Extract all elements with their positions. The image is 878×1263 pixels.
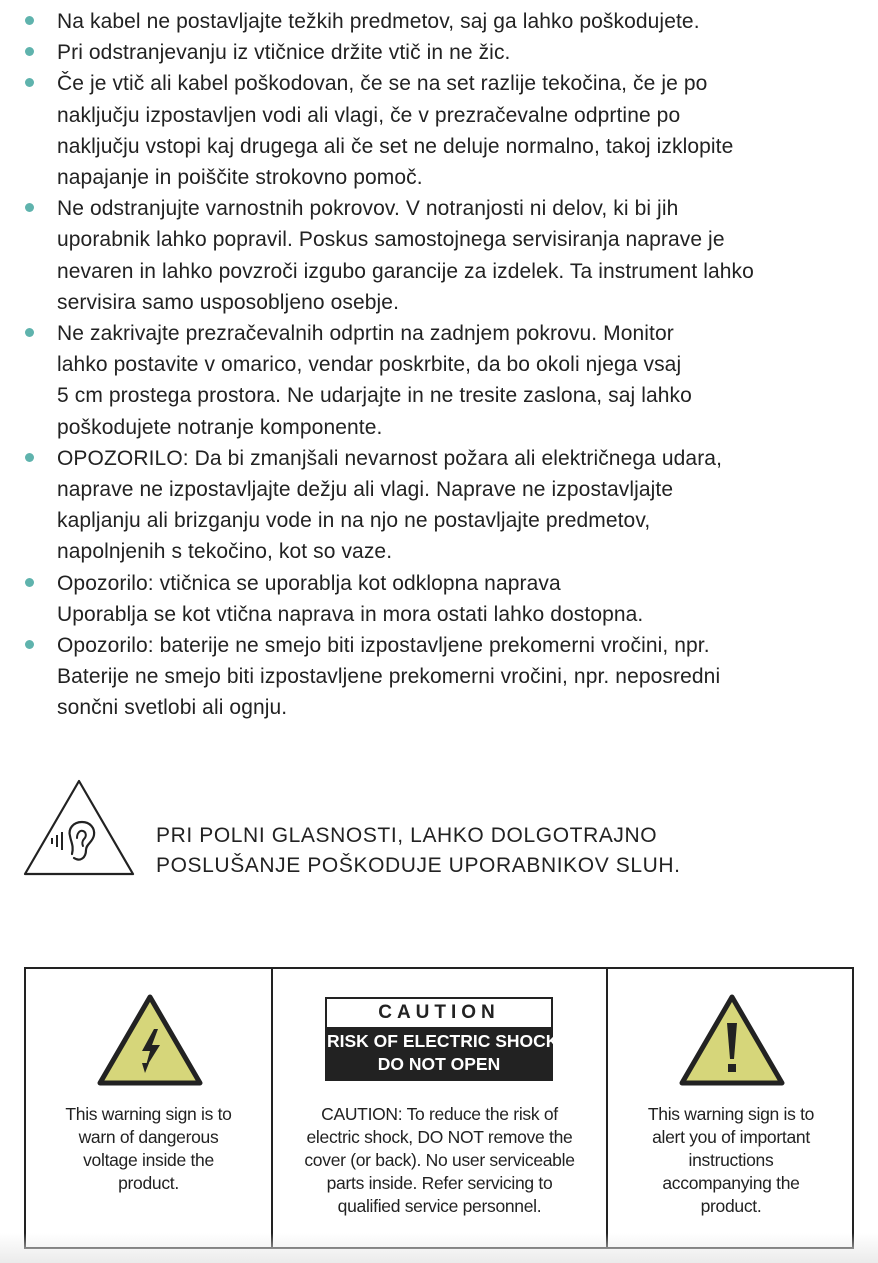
- voltage-line: product.: [118, 1173, 179, 1193]
- caution-title: CAUTION: [378, 1002, 500, 1023]
- bullet-line: uporabnik lahko popravil. Poskus samostojnega servisiranja naprave je: [57, 228, 725, 252]
- instructions-line: accompanying the: [662, 1173, 800, 1193]
- bullet-line: 5 cm prostega prostora. Ne udarjajte in ne tresite zaslona, saj lahko: [57, 384, 692, 408]
- bullet-line: Opozorilo: baterije ne smejo biti izpostavljene prekomerni vročini, npr.: [57, 634, 710, 658]
- voltage-line: warn of dangerous: [78, 1127, 219, 1147]
- bullet-line: Baterije ne smejo biti izpostavljene prekomerni vročini, npr. neposredni: [57, 665, 721, 689]
- instructions-line: This warning sign is to: [647, 1104, 815, 1124]
- instructions-warning-text: [608, 1103, 854, 1218]
- hearing-line: PRI POLNI GLASNOSTI, LAHKO DOLGOTRAJNO: [156, 824, 658, 847]
- caution-label: [325, 997, 559, 1081]
- bullet-item: [0, 37, 870, 68]
- bullet-line: naključju vstopi kaj drugega ali če set ne deluje normalno, takoj izklopite: [57, 134, 734, 158]
- bullet-dot-icon: [25, 578, 34, 587]
- bullet-item: [0, 318, 870, 443]
- bullet-dot-icon: [25, 453, 34, 462]
- bullet-line: napolnjenih s tekočino, kot so vaze.: [57, 540, 393, 564]
- bullet-item: [0, 568, 870, 630]
- risk-line: DO NOT OPEN: [377, 1054, 501, 1074]
- bullet-line: poškodujete notranje komponente.: [57, 415, 383, 439]
- risk-line: RISK OF ELECTRIC SHOCK: [327, 1031, 559, 1051]
- bullet-line: naključju izpostavljen vodi ali vlagi, če v prezračevalne odprtine po: [57, 103, 681, 127]
- bullet-dot-icon: [25, 47, 34, 56]
- voltage-line: voltage inside the: [83, 1150, 214, 1170]
- bullet-line: nevaren in lahko povzroči izgubo garancije za izdelek. Ta instrument lahko: [57, 259, 754, 283]
- bullet-line: sončni svetlobi ali ognju.: [57, 696, 288, 720]
- bullet-line: Ne odstranjujte varnostnih pokrovov. V notranjosti ni delov, ki bi jih: [57, 197, 679, 221]
- voltage-warning-text: [26, 1103, 271, 1195]
- voltage-line: This warning sign is to: [65, 1104, 232, 1124]
- page-bottom-shade: [0, 1233, 878, 1263]
- bullet-line: servisira samo usposobljeno osebje.: [57, 290, 400, 314]
- risk-of-shock-label: [327, 1027, 559, 1079]
- instructions-line: alert you of important: [652, 1127, 810, 1147]
- bullet-line: kapljanju ali brizganju vode in na njo ne postavljajte predmetov,: [57, 509, 651, 533]
- exclamation-warning-icon: [678, 993, 786, 1087]
- hearing-warning-text: [156, 821, 681, 881]
- caution-text: [273, 1103, 606, 1218]
- hearing-warning: [22, 778, 872, 878]
- bullet-line: napajanje in poiščite strokovno pomoč.: [57, 166, 423, 190]
- bullet-item: [0, 443, 870, 568]
- bullet-item: [0, 6, 870, 37]
- caution-line: electric shock, DO NOT remove the: [306, 1127, 573, 1147]
- bullet-line: Na kabel ne postavljajte težkih predmetov, saj ga lahko poškodujete.: [57, 10, 700, 33]
- caution-line: qualified service personnel.: [337, 1196, 542, 1216]
- instructions-warning-cell: [608, 969, 854, 1247]
- bullet-dot-icon: [25, 640, 34, 649]
- bullet-line: Uporablja se kot vtična naprava in mora ostati lahko dostopna.: [57, 602, 644, 626]
- instructions-line: instructions: [688, 1150, 774, 1170]
- caution-line: CAUTION: To reduce the risk of: [321, 1104, 558, 1124]
- bullet-line: naprave ne izpostavljajte dežju ali vlagi. Naprave ne izpostavljajte: [57, 478, 674, 502]
- caution-cell: [273, 969, 608, 1247]
- bullet-item: [0, 193, 870, 318]
- bullet-dot-icon: [25, 328, 34, 337]
- bullet-line: OPOZORILO: Da bi zmanjšali nevarnost požara ali električnega udara,: [57, 446, 723, 470]
- bullet-dot-icon: [25, 203, 34, 212]
- warning-symbols-panel: [24, 967, 854, 1249]
- bullet-dot-icon: [25, 16, 34, 25]
- bullet-line: Opozorilo: vtičnica se uporablja kot odklopna naprava: [57, 571, 561, 595]
- caution-line: parts inside. Refer servicing to: [326, 1173, 553, 1193]
- bullet-dot-icon: [25, 78, 34, 87]
- caution-line: cover (or back). No user serviceable: [304, 1150, 575, 1170]
- bullet-line: Ne zakrivajte prezračevalnih odprtin na zadnjem pokrovu. Monitor: [57, 322, 674, 346]
- bullet-item: [0, 68, 870, 193]
- bullet-item: [0, 630, 870, 724]
- bullet-line: lahko postavite v omarico, vendar poskrbite, da bo okoli njega vsaj: [57, 353, 682, 377]
- voltage-warning-cell: [26, 969, 273, 1247]
- lightning-warning-icon: [96, 993, 204, 1087]
- instructions-line: product.: [700, 1196, 762, 1216]
- hearing-line: POSLUŠANJE POŠKODUJE UPORABNIKOV SLUH.: [156, 854, 681, 877]
- bullet-line: Če je vtič ali kabel poškodovan, če se na set razlije tekočina, če je po: [57, 72, 708, 96]
- safety-bullet-list: [0, 6, 870, 724]
- bullet-line: Pri odstranjevanju iz vtičnice držite vtič in ne žic.: [57, 41, 511, 65]
- hearing-warning-icon: [22, 778, 138, 878]
